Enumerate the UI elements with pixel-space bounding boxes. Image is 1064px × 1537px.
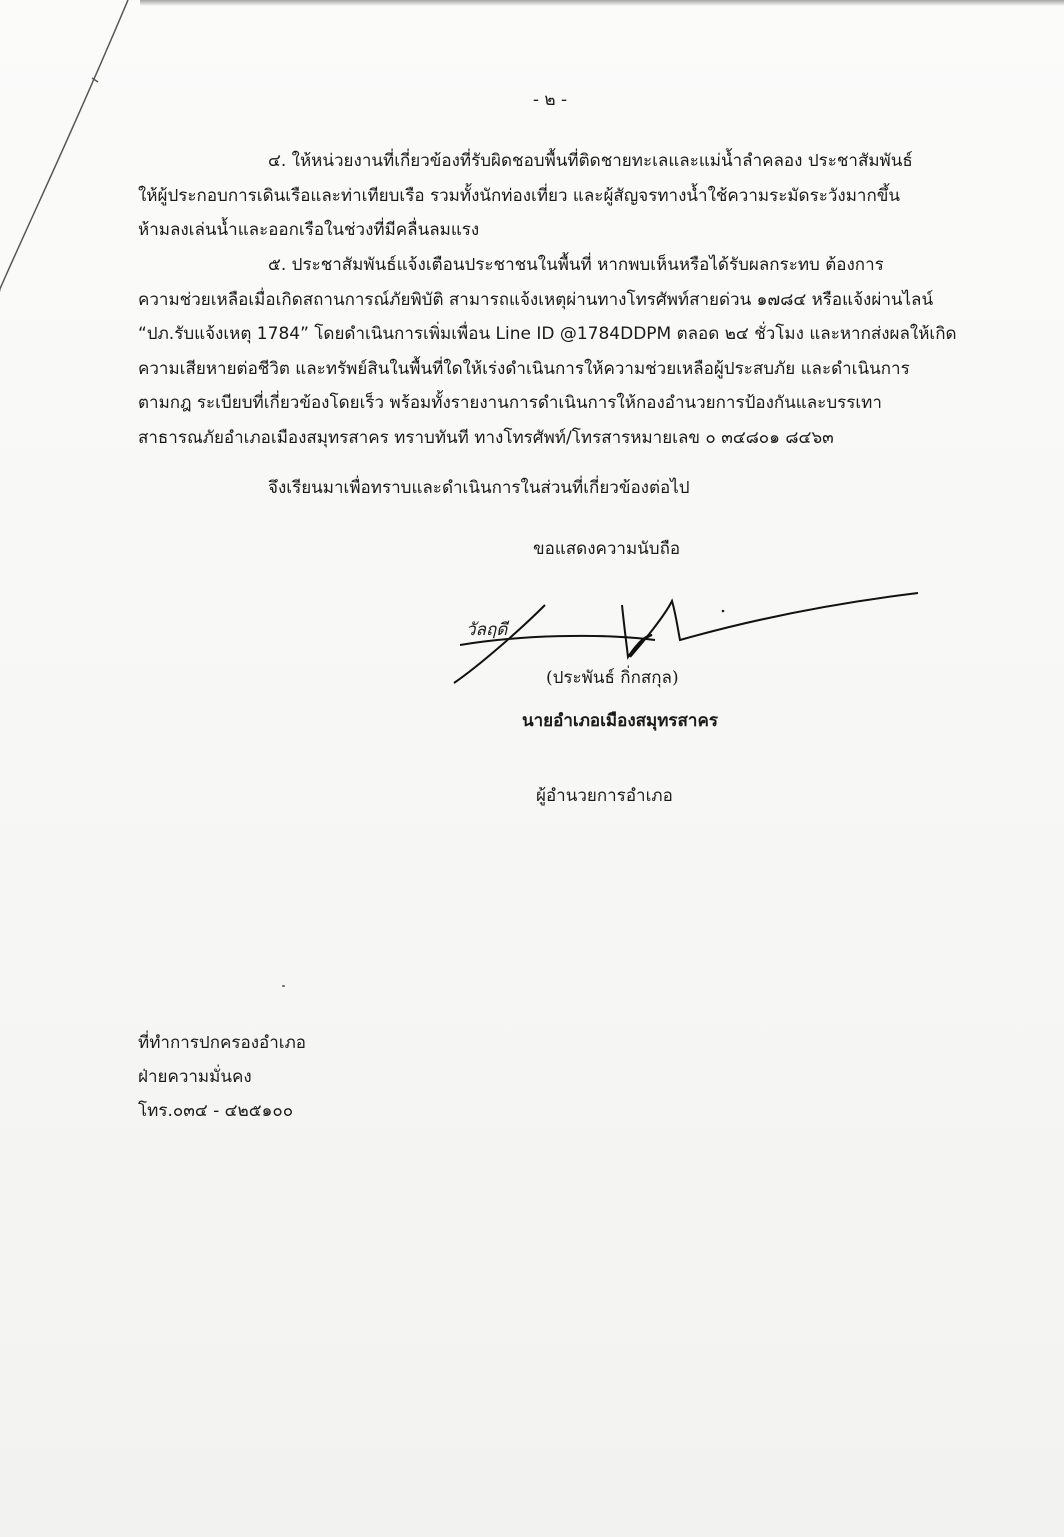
signer-name: (ประพันธ์ กิ่กสกุล) bbox=[546, 668, 679, 688]
page-number: - ๒ - bbox=[532, 90, 568, 110]
signer-position: นายอำเภอเมืองสมุทรสาคร bbox=[522, 711, 718, 731]
paragraph-line: ความช่วยเหลือเมื่อเกิดสถานการณ์ภัยพิบัติ สามารถแจ้งเหตุผ่านทางโทรศัพท์สายด่วน ๑๗๘๔ หรือแจ้งผ่านไลน์ bbox=[138, 289, 934, 310]
paper-speck bbox=[282, 985, 285, 987]
footer-department: ฝ่ายความมั่นคง bbox=[138, 1067, 252, 1087]
closing-line: จึงเรียนมาเพื่อทราบและดำเนินการในส่วนที่เกี่ยวข้องต่อไป bbox=[268, 478, 690, 498]
paragraph-4 bbox=[138, 144, 968, 248]
paper-fold-line bbox=[0, 0, 140, 300]
footer-phone: โทร.๐๓๔ - ๔๒๕๑๐๐ bbox=[138, 1101, 294, 1121]
footer-contact bbox=[138, 1026, 306, 1128]
regards: ขอแสดงความนับถือ bbox=[533, 539, 681, 559]
footer-office: ที่ทำการปกครองอำเภอ bbox=[138, 1033, 307, 1053]
co-initial: วัลฤดี bbox=[466, 620, 508, 640]
paragraph-line: “ปภ.รับแจ้งเหตุ 1784” โดยดำเนินการเพิ่มเพื่อน Line ID @1784DDPM ตลอด ๒๔ ชั่วโมง และหากส่งผลให้เกิด bbox=[138, 324, 957, 344]
paragraph-line: ๕. ประชาสัมพันธ์แจ้งเตือนประชาชนในพื้นที่ หากพบเห็นหรือได้รับผลกระทบ ต้องการ bbox=[268, 255, 884, 275]
signer-role: ผู้อำนวยการอำเภอ bbox=[536, 786, 673, 806]
top-edge-shadow bbox=[140, 0, 1064, 6]
paragraph-5 bbox=[138, 248, 968, 455]
paragraph-line: ความเสียหายต่อชีวิต และทรัพย์สินในพื้นที่ใดให้เร่งดำเนินการให้ความช่วยเหลือผู้ประสบภัย และดำเนินการ bbox=[138, 358, 910, 379]
paragraph-line: ตามกฎ ระเบียบที่เกี่ยวข้องโดยเร็ว พร้อมทั้งรายงานการดำเนินการให้กองอำนวยการป้องกันและบรรเทา bbox=[138, 393, 882, 413]
handwritten-signature bbox=[440, 585, 930, 690]
paragraph-line: ๔. ให้หน่วยงานที่เกี่ยวข้องที่รับผิดชอบพื้นที่ติดชายทะเลและแม่น้ำลำคลอง ประชาสัมพันธ์ bbox=[268, 151, 913, 171]
paragraph-line: ให้ผู้ประกอบการเดินเรือและท่าเทียบเรือ รวมทั้งนักท่องเที่ยว และผู้สัญจรทางน้ำใช้ความระมัดระวังมากขึ้น bbox=[138, 185, 900, 206]
paragraph-line: ห้ามลงเล่นน้ำและออกเรือในช่วงที่มีคลื่นลมแรง bbox=[138, 220, 480, 240]
paragraph-line: สาธารณภัยอำเภอเมืองสมุทรสาคร ทราบทันที ทางโทรศัพท์/โทรสารหมายเลข ๐ ๓๔๘๐๑ ๘๔๖๓ bbox=[138, 427, 834, 448]
